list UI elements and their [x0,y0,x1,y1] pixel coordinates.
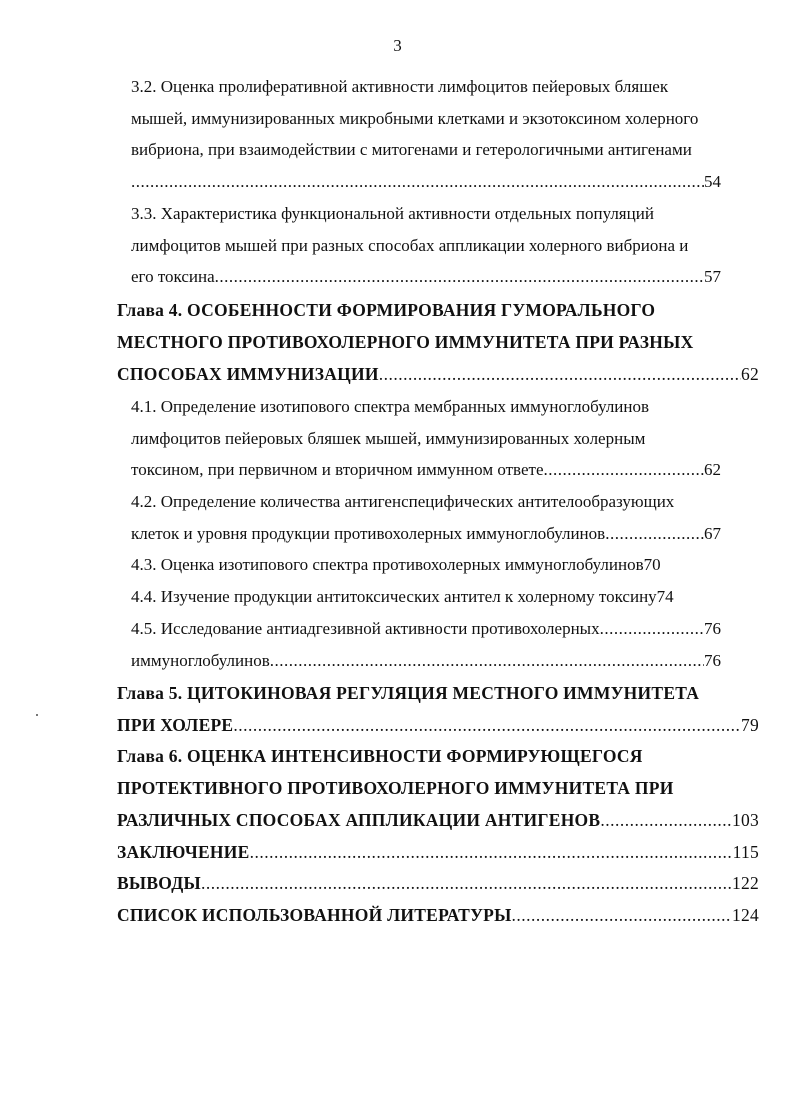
toc-entry-text: токсином, при первичном и вторичном иммунном ответе [131,460,544,479]
toc-page-number: 57 [704,267,721,286]
toc-entry-text: СПИСОК ИСПОЛЬЗОВАННОЙ ЛИТЕРАТУРЫ [117,905,512,925]
toc-chapter-4-line-2: МЕСТНОГО ПРОТИВОХОЛЕРНОГО ИММУНИТЕТА ПРИ РАЗНЫХ [117,332,694,352]
toc-page-number: 54 [704,172,721,191]
toc-chapter-5[interactable] [117,714,759,736]
toc-4-1-line-2: лимфоцитов пейеровых бляшек мышей, иммунизированных холерным [131,429,646,448]
toc-entry-text: РАЗЛИЧНЫХ СПОСОБАХ АППЛИКАЦИИ АНТИГЕНОВ [117,810,601,830]
toc-chapter-6-line-2: ПРОТЕКТИВНОГО ПРОТИВОХОЛЕРНОГО ИММУНИТЕТА ПРИ [117,778,674,798]
toc-4-1-line-1: 4.1. Определение изотипового спектра мембранных иммуноглобулинов [131,397,650,416]
toc-entry-3-2[interactable] [131,171,721,193]
toc-page-number: 67 [704,524,721,543]
page-number: 3 [393,36,402,55]
toc-page-number: 103 [732,810,759,830]
toc-page-number: 62 [741,364,759,384]
dot-leader [201,872,732,894]
toc-chapter-6[interactable] [117,809,759,831]
toc-4-2-line-1: 4.2. Определение количества антигенспецифических антителообразующих [131,492,675,511]
toc-entry-4-4[interactable] [131,586,741,608]
toc-page-number: 122 [732,873,759,893]
toc-chapter-4[interactable] [117,363,759,385]
dot-leader [605,523,704,545]
toc-3-2-line-2: мышей, иммунизированных микробными клетками и экзотоксином холерного [131,109,699,128]
toc-3-3-line-2: лимфоцитов мышей при разных способах аппликации холерного вибриона и [131,236,689,255]
toc-page-number: 79 [741,715,759,735]
toc-3-3-line-1: 3.3. Характеристика функциональной активности отдельных популяций [131,204,654,223]
toc-page-number: 70 [643,555,661,574]
toc-entry-text: ЗАКЛЮЧЕНИЕ [117,842,250,862]
toc-entry-text: его токсина [131,267,215,286]
dot-leader [379,363,741,385]
scan-speck [36,714,38,716]
toc-entry-text: ВЫВОДЫ [117,873,201,893]
toc-entry-4-5-line-1[interactable] [131,618,721,640]
toc-chapter-5-line-1: Глава 5. ЦИТОКИНОВАЯ РЕГУЛЯЦИЯ МЕСТНОГО ИММУНИТЕТА [117,683,700,703]
dot-leader [600,809,732,831]
toc-3-2-line-3: вибриона, при взаимодействии с митогенами и гетерологичными антигенами [131,140,692,159]
toc-conclusion[interactable] [117,841,759,863]
toc-entry-4-2[interactable] [131,523,721,545]
toc-entry-4-5-line-2[interactable] [131,650,721,672]
dot-leader [233,714,741,736]
toc-references[interactable] [117,904,759,926]
toc-page-number: 124 [732,905,759,925]
toc-chapter-6-line-1: Глава 6. ОЦЕНКА ИНТЕНСИВНОСТИ ФОРМИРУЮЩЕГОСЯ [117,746,643,766]
toc-page-number: 115 [732,842,759,862]
toc-3-2-line-1: 3.2. Оценка пролиферативной активности лимфоцитов пейеровых бляшек [131,77,669,96]
toc-entry-text: иммуноглобулинов [131,651,270,670]
toc-findings[interactable] [117,872,759,894]
toc-entry-text: 4.4. Изучение продукции антитоксических антител к холерному токсину [131,587,657,606]
toc-chapter-4-line-1: Глава 4. ОСОБЕННОСТИ ФОРМИРОВАНИЯ ГУМОРАЛЬНОГО [117,300,656,320]
toc-entry-text: 4.3. Оценка изотипового спектра противохолерных иммуноглобулинов [131,555,644,574]
toc-entry-4-1[interactable] [131,459,721,481]
dot-leader [131,171,704,193]
dot-leader [600,618,704,640]
dot-leader [215,266,704,288]
toc-entry-text: ПРИ ХОЛЕРЕ [117,715,234,735]
toc-entry-text: СПОСОБАХ ИММУНИЗАЦИИ [117,364,379,384]
toc-page-number: 76 [704,651,721,670]
dot-leader [250,841,733,863]
toc-page-number: 74 [656,587,674,606]
toc-page-number: 62 [704,460,721,479]
toc-entry-text: клеток и уровня продукции противохолерных иммуноглобулинов [131,524,606,543]
dot-leader [270,650,704,672]
dot-leader [512,904,732,926]
toc-page-number: 76 [704,619,721,638]
toc-entry-3-3[interactable] [131,266,721,288]
dot-leader [544,459,705,481]
toc-entry-4-3[interactable] [131,554,721,576]
toc-entry-text: 4.5. Исследование антиадгезивной активности противохолерных [131,619,600,638]
